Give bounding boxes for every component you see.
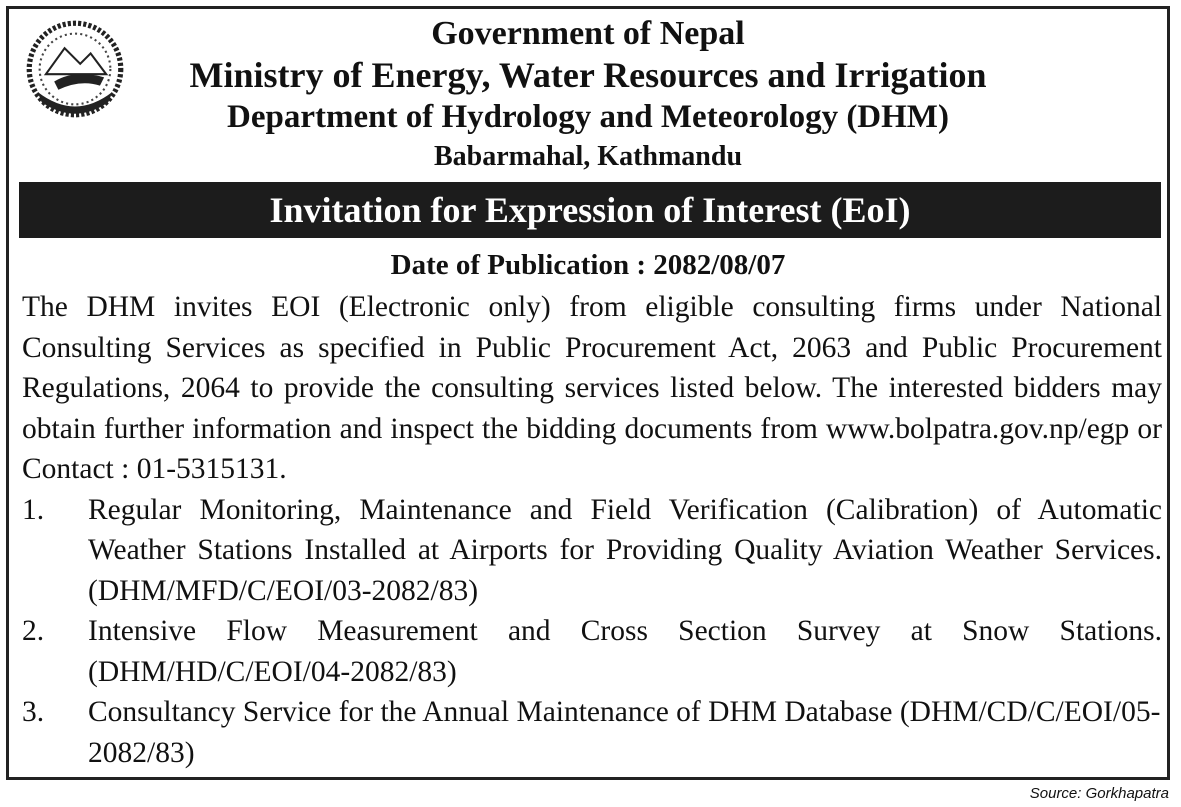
source-credit: Source: Gorkhapatra [1029, 785, 1169, 802]
item-number: 2. [22, 615, 45, 647]
department-heading: Department of Hydrology and Meteorology (DHM) [227, 99, 949, 135]
list-item [22, 611, 1162, 692]
item-number: 3. [22, 696, 45, 728]
item-text: Intensive Flow Measurement and Cross Section Survey at Snow Stations. (DHM/HD/C/EOI/04-2082/83) [88, 615, 1162, 688]
government-heading: Government of Nepal [431, 15, 745, 52]
item-number: 1. [22, 493, 45, 526]
notice-title-banner [19, 182, 1161, 238]
item-text: Regular Monitoring, Maintenance and Field Verification (Calibration) of Automatic Weather Stations Installed at Airports for Providing Quality Aviation Weather Services. (DHM/MFD/C/EOI/03-2082/83) [88, 493, 1162, 607]
intro-paragraph: The DHM invites EOI (Electronic only) from eligible consulting firms under National Consulting Services as specified in Public Procurement Act, 2063 and Public Procurement Regulations, 2064 to provide the consulting services listed below. The interested bidders may obtain further information and inspect the bidding documents from www.bolpatra.gov.np/egp or Contact : 01-5315131. [22, 291, 1162, 485]
list-item [22, 490, 1162, 612]
list-item [22, 692, 1162, 773]
notice-body [22, 287, 1162, 773]
notice-frame [6, 6, 1170, 780]
notice-title: Invitation for Expression of Interest (EoI) [269, 190, 911, 230]
item-text: Consultancy Service for the Annual Maintenance of DHM Database (DHM/CD/C/EOI/05-2082/83) [88, 696, 1161, 769]
publication-date: Date of Publication : 2082/08/07 [390, 249, 786, 281]
address-heading: Babarmahal, Kathmandu [433, 141, 743, 172]
ministry-heading: Ministry of Energy, Water Resources and Irrigation [189, 55, 987, 95]
